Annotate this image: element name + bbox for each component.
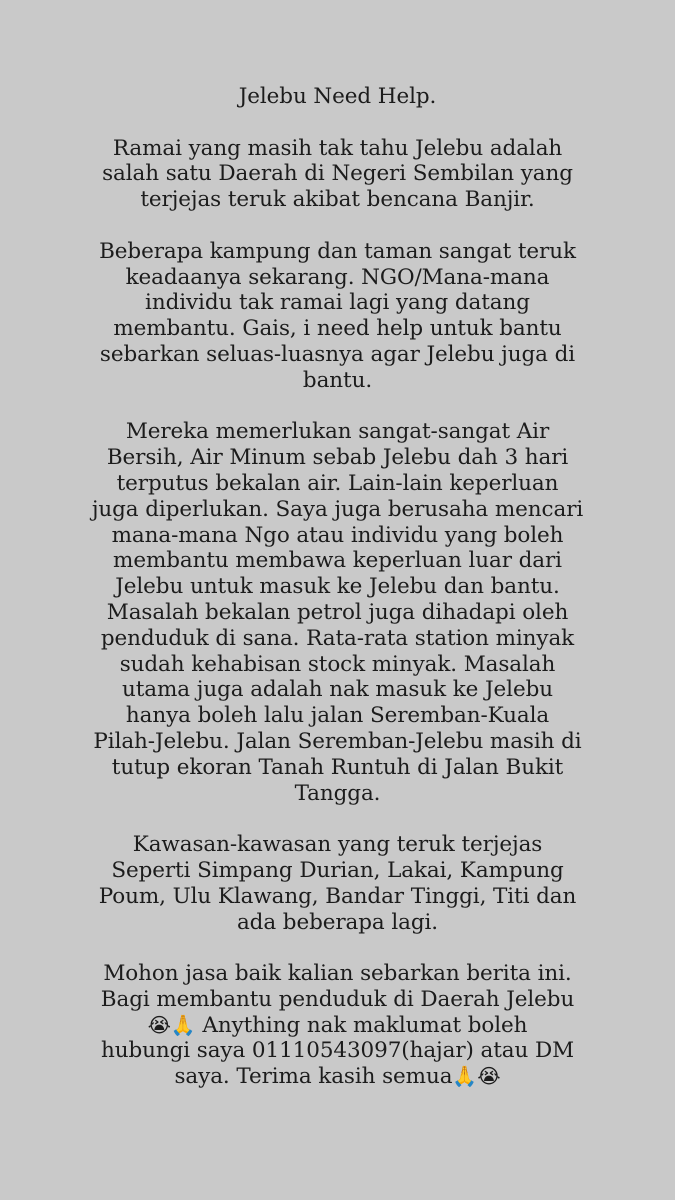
text-line-with-emoji (0, 1013, 675, 1039)
paragraph-gap (0, 213, 675, 239)
text-line: mana-mana Ngo atau individu yang boleh (111, 522, 564, 548)
text-line: salah satu Daerah di Negeri Sembilan yang (102, 161, 573, 187)
text-line: Bagi membantu penduduk di Daerah Jelebu (100, 986, 575, 1012)
story-text-body (0, 84, 675, 1090)
paragraph-gap (0, 806, 675, 832)
paragraph-gap (0, 935, 675, 961)
text-line: Seperti Simpang Durian, Lakai, Kampung (111, 857, 564, 883)
paragraph-gap (0, 110, 675, 136)
text-line: penduduk di sana. Rata-rata station minyak (100, 625, 575, 651)
text-line: Mereka memerlukan sangat-sangat Air (125, 419, 550, 445)
text-line: hanya boleh lalu jalan Seremban-Kuala (125, 703, 550, 729)
text-line: terputus bekalan air. Lain-lain keperluan (116, 470, 559, 496)
text-line-with-emoji (0, 1064, 675, 1090)
text-line: Mohon jasa baik kalian sebarkan berita ini. (103, 961, 572, 987)
text-line: Kawasan-kawasan yang teruk terjejas (132, 832, 543, 858)
text-line: bantu. (302, 367, 373, 393)
text-line: utama juga adalah nak masuk ke Jelebu (122, 677, 553, 703)
text-line: keadaanya sekarang. NGO/Mana-mana (125, 264, 550, 290)
text-line: tutup ekoran Tanah Runtuh di Jalan Bukit (111, 754, 564, 780)
text-line: Ramai yang masih tak tahu Jelebu adalah (112, 135, 563, 161)
text-line: ada beberapa lagi. (236, 909, 439, 935)
crying-praying-emoji-icon: 😭🙏 (147, 1012, 196, 1037)
text-line: individu tak ramai lagi yang datang (145, 290, 530, 316)
text-fragment: Anything nak maklumat boleh (195, 1012, 528, 1038)
text-line: Jelebu untuk masuk ke Jelebu dan bantu. (115, 574, 560, 600)
text-line: membantu. Gais, i need help untuk bantu (113, 316, 562, 342)
text-line: juga diperlukan. Saya juga berusaha mencari (91, 496, 584, 522)
praying-crying-emoji-icon: 🙏😭 (452, 1064, 501, 1089)
text-line: Bersih, Air Minum sebab Jelebu dah 3 hari (106, 445, 569, 471)
text-line: membantu membawa keperluan luar dari (113, 548, 562, 574)
text-line: Beberapa kampung dan taman sangat teruk (99, 238, 576, 264)
text-line: terjejas teruk akibat bencana Banjir. (140, 187, 535, 213)
story-title: Jelebu Need Help. (238, 84, 437, 109)
text-line: hubungi saya 01110543097(hajar) atau DM (100, 1038, 575, 1064)
text-line: Masalah bekalan petrol juga dihadapi oleh (106, 599, 569, 625)
text-line: sudah kehabisan stock minyak. Masalah (119, 651, 556, 677)
text-line: sebarkan seluas-luasnya agar Jelebu juga di (99, 341, 576, 367)
text-line: Pilah-Jelebu. Jalan Seremban-Jelebu masih di (93, 728, 582, 754)
text-fragment: saya. Terima kasih semua (174, 1064, 453, 1090)
paragraph-gap (0, 394, 675, 420)
text-line: Tangga. (294, 780, 381, 806)
text-line: Poum, Ulu Klawang, Bandar Tinggi, Titi dan (98, 883, 577, 909)
